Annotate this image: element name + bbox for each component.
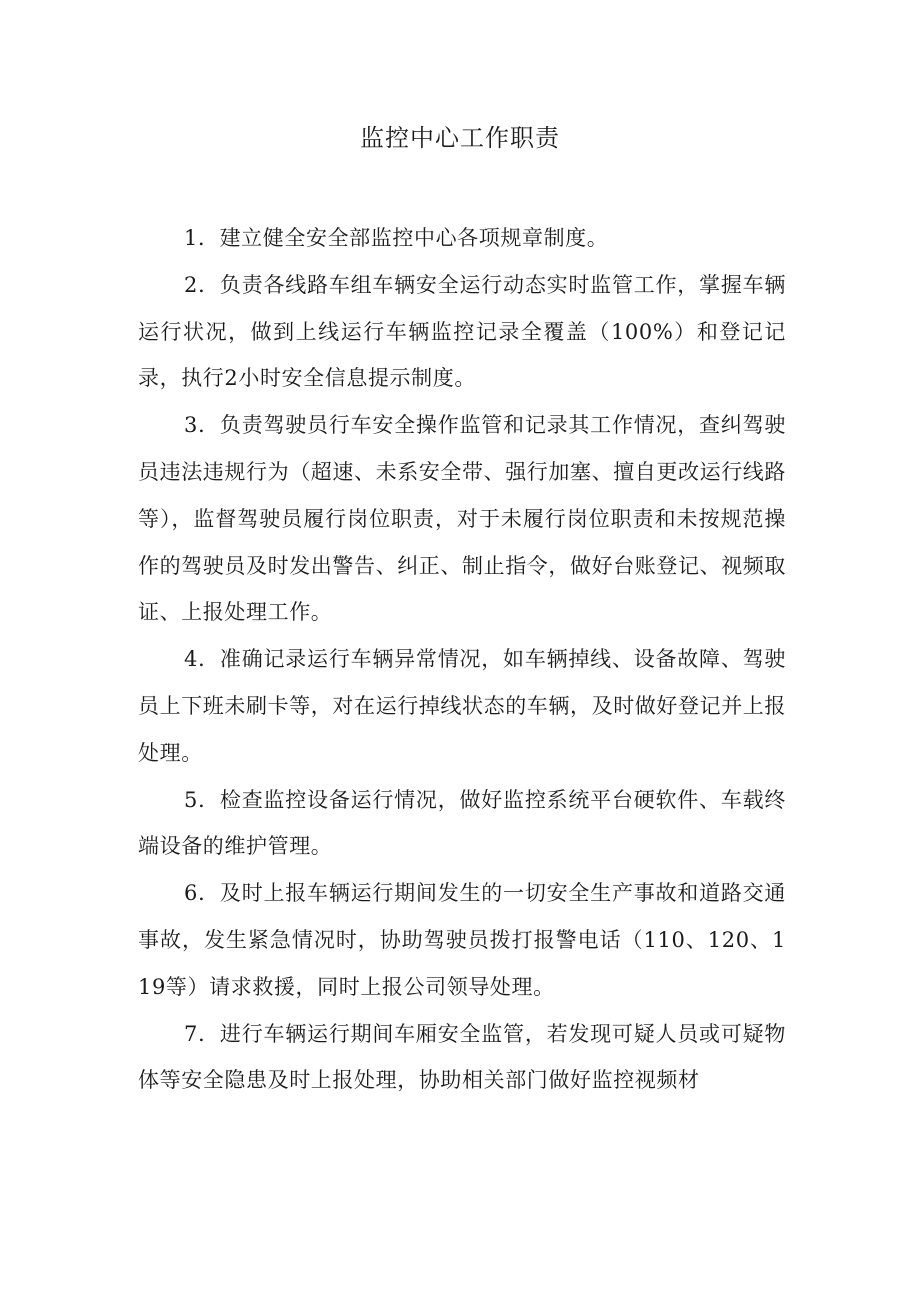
paragraph-text: ．进行车辆运行期间车厢安全监管，若发现可疑人员或可疑物体等安全隐患及时上报处理，协助相关部门做好监控视频材 — [138, 1021, 786, 1093]
paragraph-number: 2 — [184, 272, 198, 297]
paragraph-number: 4 — [184, 647, 198, 672]
paragraph-text: ．检查监控设备运行情况，做好监控系统平台硬软件、车载终端设备的维护管理。 — [138, 787, 786, 859]
paragraph-text: ．及时上报车辆运行期间发生的一切安全生产事故和道路交通事故，发生紧急情况时，协助驾驶员拨打报警电话（110、120、119等）请求救援，同时上报公司领导处理。 — [138, 881, 786, 999]
paragraph-number: 6 — [184, 881, 198, 906]
paragraph-4 — [138, 636, 786, 776]
paragraph-number: 1 — [184, 226, 198, 250]
document-body — [138, 215, 786, 1104]
paragraph-number: 5 — [184, 787, 198, 812]
page-title: 监控中心工作职责 — [360, 124, 560, 152]
paragraph-text: ．建立健全安全部监控中心各项规章制度。 — [197, 226, 609, 250]
paragraph-6 — [138, 870, 786, 1010]
paragraph-7 — [138, 1011, 786, 1105]
paragraph-number: 7 — [184, 1021, 198, 1046]
paragraph-text: ．负责驾驶员行车安全操作监管和记录其工作情况，查纠驾驶员违法违规行为（超速、未系安全带、强行加塞、擅自更改运行线路等），监督驾驶员履行岗位职责，对于未履行岗位职责和未按规范操作的驾驶员及时发出警告、纠正、制止指令，做好台账登记、视频取证、上报处理工作。 — [138, 413, 786, 625]
paragraph-1 — [138, 215, 786, 262]
paragraph-text: ．负责各线路车组车辆安全运行动态实时监管工作，掌握车辆运行状况，做到上线运行车辆监控记录全覆盖（100%）和登记记录，执行2小时安全信息提示制度。 — [138, 272, 786, 391]
paragraph-number: 3 — [184, 413, 198, 438]
paragraph-text: ．准确记录运行车辆异常情况，如车辆掉线、设备故障、驾驶员上下班未刷卡等，对在运行掉线状态的车辆，及时做好登记并上报处理。 — [138, 647, 786, 765]
paragraph-3 — [138, 402, 786, 636]
paragraph-5 — [138, 777, 786, 871]
paragraph-2 — [138, 262, 786, 402]
